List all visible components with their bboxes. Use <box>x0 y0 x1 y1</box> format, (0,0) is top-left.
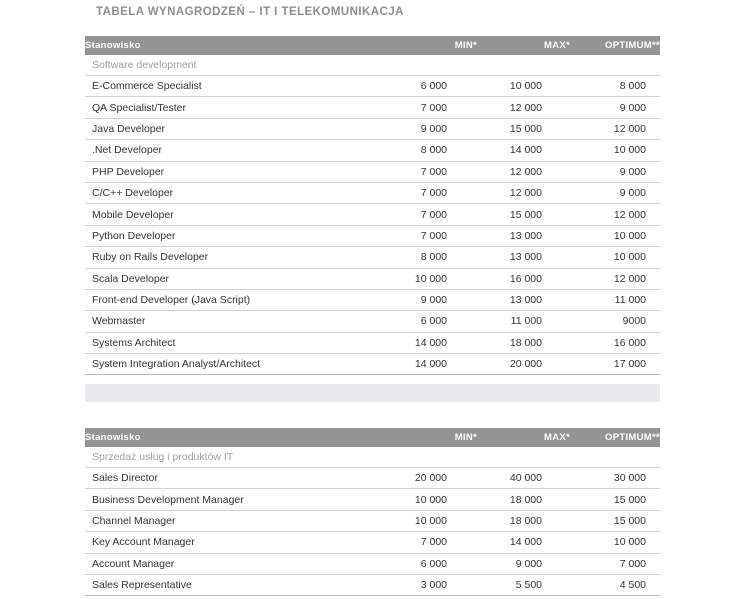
cell-optimum: 11 000 <box>570 289 660 310</box>
cell-position: C/C++ Developer <box>85 182 385 203</box>
cell-min: 7 000 <box>385 532 477 553</box>
cell-min: 14 000 <box>385 332 477 353</box>
cell-optimum: 12 000 <box>570 204 660 225</box>
cell-min: 7 000 <box>385 161 477 182</box>
cell-max: 15 000 <box>477 118 570 139</box>
table-row <box>85 204 660 225</box>
table-row <box>85 76 660 97</box>
table-row <box>85 553 660 574</box>
section-label: Sprzedaż usług i produktów IT <box>85 447 660 468</box>
cell-min: 9 000 <box>385 289 477 310</box>
cell-min: 7 000 <box>385 225 477 246</box>
salary-table-software-development <box>85 36 660 375</box>
cell-max: 13 000 <box>477 225 570 246</box>
cell-position: Business Development Manager <box>85 489 385 510</box>
cell-optimum: 15 000 <box>570 510 660 531</box>
cell-optimum: 7 000 <box>570 553 660 574</box>
table-body <box>85 55 660 375</box>
cell-min: 9 000 <box>385 118 477 139</box>
column-header-position: Stanowisko <box>85 36 385 55</box>
cell-min: 3 000 <box>385 574 477 595</box>
cell-optimum: 10 000 <box>570 532 660 553</box>
column-header-min: MIN* <box>385 428 477 447</box>
cell-max: 12 000 <box>477 182 570 203</box>
cell-position: Scala Developer <box>85 268 385 289</box>
cell-min: 10 000 <box>385 268 477 289</box>
cell-max: 10 000 <box>477 76 570 97</box>
cell-optimum: 10 000 <box>570 247 660 268</box>
cell-min: 7 000 <box>385 204 477 225</box>
cell-optimum: 9 000 <box>570 161 660 182</box>
table-row <box>85 118 660 139</box>
salary-table <box>85 428 660 596</box>
cell-min: 10 000 <box>385 510 477 531</box>
section-label-row <box>85 447 660 468</box>
section-label-row <box>85 55 660 76</box>
cell-min: 20 000 <box>385 468 477 489</box>
cell-position: PHP Developer <box>85 161 385 182</box>
column-header-optimum: OPTIMUM** <box>570 428 660 447</box>
cell-position: E-Commerce Specialist <box>85 76 385 97</box>
cell-max: 14 000 <box>477 140 570 161</box>
table-row <box>85 354 660 375</box>
table-header-row <box>85 36 660 55</box>
column-header-min: MIN* <box>385 36 477 55</box>
cell-optimum: 12 000 <box>570 118 660 139</box>
table-row <box>85 574 660 595</box>
cell-position: QA Specialist/Tester <box>85 97 385 118</box>
cell-min: 6 000 <box>385 76 477 97</box>
cell-position: Sales Representative <box>85 574 385 595</box>
cell-min: 6 000 <box>385 553 477 574</box>
cell-min: 6 000 <box>385 311 477 332</box>
column-header-max: MAX* <box>477 428 570 447</box>
cell-optimum: 30 000 <box>570 468 660 489</box>
table-header-row <box>85 428 660 447</box>
table-header <box>85 36 660 55</box>
cell-max: 16 000 <box>477 268 570 289</box>
cell-position: Systems Architect <box>85 332 385 353</box>
cell-position: Account Manager <box>85 553 385 574</box>
cell-optimum: 12 000 <box>570 268 660 289</box>
cell-max: 13 000 <box>477 247 570 268</box>
table-row <box>85 140 660 161</box>
cell-max: 18 000 <box>477 489 570 510</box>
table-row <box>85 225 660 246</box>
section-label: Software development <box>85 55 660 76</box>
table-row <box>85 510 660 531</box>
cell-position: System Integration Analyst/Architect <box>85 354 385 375</box>
cell-optimum: 16 000 <box>570 332 660 353</box>
table-row <box>85 489 660 510</box>
table-row <box>85 247 660 268</box>
cell-max: 15 000 <box>477 204 570 225</box>
cell-min: 8 000 <box>385 140 477 161</box>
cell-position: Sales Director <box>85 468 385 489</box>
salary-table <box>85 36 660 375</box>
cell-max: 18 000 <box>477 510 570 531</box>
cell-min: 14 000 <box>385 354 477 375</box>
table-row <box>85 468 660 489</box>
cell-optimum: 9 000 <box>570 182 660 203</box>
cell-max: 14 000 <box>477 532 570 553</box>
cell-optimum: 10 000 <box>570 225 660 246</box>
cell-max: 12 000 <box>477 97 570 118</box>
cell-optimum: 15 000 <box>570 489 660 510</box>
cell-position: Python Developer <box>85 225 385 246</box>
table-row <box>85 332 660 353</box>
cell-max: 20 000 <box>477 354 570 375</box>
cell-optimum: 4 500 <box>570 574 660 595</box>
cell-max: 40 000 <box>477 468 570 489</box>
table-header <box>85 428 660 447</box>
cell-position: Channel Manager <box>85 510 385 531</box>
cell-min: 7 000 <box>385 182 477 203</box>
table-row <box>85 532 660 553</box>
cell-max: 11 000 <box>477 311 570 332</box>
cell-optimum: 9000 <box>570 311 660 332</box>
cell-position: Front-end Developer (Java Script) <box>85 289 385 310</box>
table-row <box>85 182 660 203</box>
table-row <box>85 311 660 332</box>
column-header-max: MAX* <box>477 36 570 55</box>
cell-optimum: 9 000 <box>570 97 660 118</box>
cell-max: 12 000 <box>477 161 570 182</box>
cell-position: Key Account Manager <box>85 532 385 553</box>
page-title: TABELA WYNAGRODZEŃ – IT I TELEKOMUNIKACJA <box>96 6 404 18</box>
cell-max: 18 000 <box>477 332 570 353</box>
cell-max: 9 000 <box>477 553 570 574</box>
salary-table-sales <box>85 428 660 596</box>
cell-max: 13 000 <box>477 289 570 310</box>
cell-min: 8 000 <box>385 247 477 268</box>
table-row <box>85 97 660 118</box>
cell-position: Ruby on Rails Developer <box>85 247 385 268</box>
table-row <box>85 268 660 289</box>
cell-min: 10 000 <box>385 489 477 510</box>
cell-position: Mobile Developer <box>85 204 385 225</box>
cell-position: Webmaster <box>85 311 385 332</box>
column-header-position: Stanowisko <box>85 428 385 447</box>
section-divider-band <box>85 384 660 402</box>
cell-position: .Net Developer <box>85 140 385 161</box>
cell-position: Java Developer <box>85 118 385 139</box>
table-row <box>85 161 660 182</box>
cell-optimum: 17 000 <box>570 354 660 375</box>
cell-optimum: 10 000 <box>570 140 660 161</box>
cell-min: 7 000 <box>385 97 477 118</box>
cell-max: 5 500 <box>477 574 570 595</box>
table-row <box>85 289 660 310</box>
cell-optimum: 8 000 <box>570 76 660 97</box>
table-body <box>85 447 660 596</box>
column-header-optimum: OPTIMUM** <box>570 36 660 55</box>
